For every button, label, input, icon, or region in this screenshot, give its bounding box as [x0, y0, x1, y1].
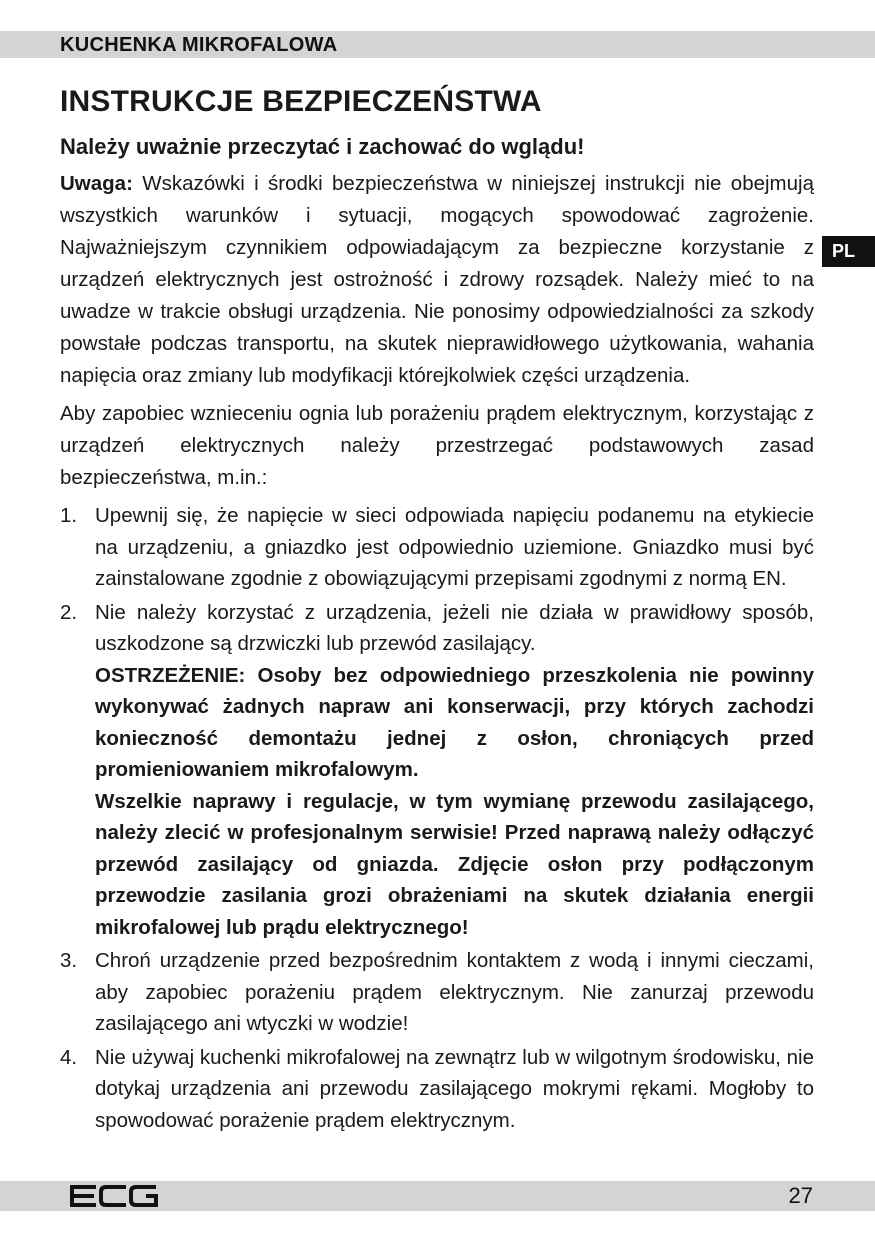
page-number: 27 [788, 1183, 813, 1208]
ecg-logo-svg [70, 1185, 158, 1207]
header-bar [0, 31, 875, 58]
ecg-logo-icon [70, 1185, 158, 1212]
page-subtitle: Należy uważnie przeczytać i zachować do wglądu! [60, 134, 585, 159]
warning-text-1: OSTRZEŻENIE: Osoby bez odpowiedniego przeszkolenia nie powinny wykonywać żadnych napraw ani konserwacji, przy których zachodzi konieczność demontażu jednej z osłon, chroniących przed promieniowaniem mikrofalowym. [95, 663, 814, 781]
warning-text-2: Wszelkie naprawy i regulacje, w tym wymianę przewodu zasilającego, należy zlecić w profesjonalnym serwisie! Przed naprawą należy odłączyć przewód zasilający od gniazda. Zdjęcie osłon przy podłączonym przewodzie zasilania grozi obrażeniami na skutek działania energii mikrofalowej lub prądu elektrycznego! [95, 789, 814, 939]
list-item [60, 1042, 814, 1137]
list-item-number: 1. [60, 504, 78, 527]
list-item-text: Upewnij się, że napięcie w sieci odpowiada napięciu podanemu na etykiecie na urządzeniu, a gniazdko jest odpowiednio uziemione. Gniazdko musi być zainstalowane zgodnie z obowiązującymi przepisami zgodnymi z normą EN. [95, 504, 814, 590]
intro-label: Uwaga: [60, 172, 133, 195]
list-item [60, 500, 814, 595]
list-item-text: Chroń urządzenie przed bezpośrednim kontaktem z wodą i innymi cieczami, aby zapobiec porażeniu prądem elektrycznym. Nie zanurzaj przewodu zasilającego ani wtyczki w wodzie! [95, 949, 814, 1035]
footer-bar [0, 1181, 875, 1211]
intro-text: Wskazówki i środki bezpieczeństwa w niniejszej instrukcji nie obejmują wszystkich warunków i sytuacji, mogących spowodować zagrożenie. Najważniejszym czynnikiem odpowiadającym za bezpieczne korzystanie z urządzeń elektrycznych jest ostrożność i zdrowy rozsądek. Należy mieć to na uwadze w trakcie obsługi urządzenia. Nie ponosimy odpowiedzialności za szkody powstałe podczas transportu, na skutek nieprawidłowego użytkowania, wahania napięcia oraz zmiany lub modyfikacji którejkolwiek części urządzenia. [60, 172, 814, 387]
header-title: KUCHENKA MIKROFALOWA [60, 34, 338, 56]
intro-paragraph [60, 168, 814, 392]
list-item-text: Nie używaj kuchenki mikrofalowej na zewnątrz lub w wilgotnym środowisku, nie dotykaj urządzenia ani przewodu zasilającego mokrymi rękami. Mogłoby to spowodować porażenie prądem elektrycznym. [95, 1045, 814, 1132]
paragraph-2: Aby zapobiec wznieceniu ognia lub porażeniu prądem elektrycznym, korzystając z urządzeń elektrycznych należy przestrzegać podstawowych zasad bezpieczeństwa, m.in.: [60, 402, 814, 489]
list-item-number: 2. [60, 600, 78, 624]
safety-list [60, 500, 814, 1136]
language-tab: PL [822, 236, 875, 267]
list-item-number: 4. [60, 1045, 78, 1069]
list-item-text: Nie należy korzystać z urządzenia, jeżeli nie działa w prawidłowy sposób, uszkodzone są drzwiczki lub przewód zasilający. [95, 600, 814, 655]
page-title: INSTRUKCJE BEZPIECZEŃSTWA [60, 85, 542, 118]
main-content [60, 80, 814, 1138]
list-item-number: 3. [60, 949, 78, 972]
list-item [60, 597, 814, 944]
list-item [60, 945, 814, 1040]
